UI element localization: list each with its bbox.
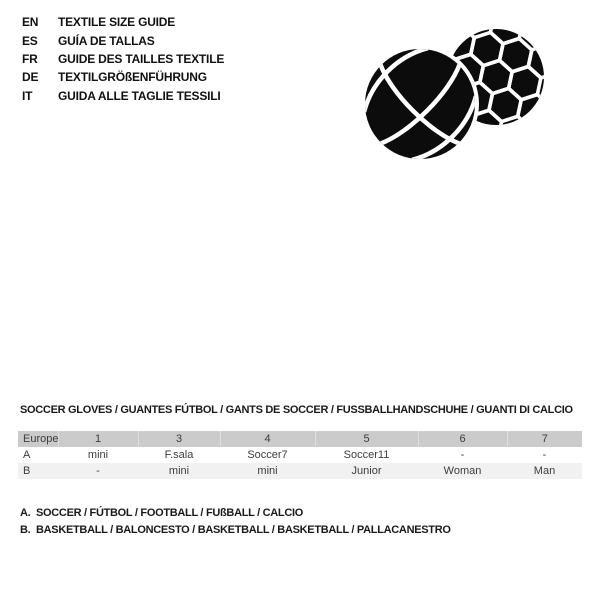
table-cell: -: [542, 449, 547, 461]
table-cell: mini: [168, 465, 190, 477]
table-cell: -: [460, 449, 465, 461]
header-cell-size: 4: [220, 431, 315, 447]
language-label: GUIDE DES TAILLES TEXTILE: [58, 51, 225, 66]
footnote-a: [20, 505, 451, 522]
language-row-es: [22, 31, 224, 49]
size-table-header-row: [18, 431, 582, 447]
table-row-b: [18, 463, 582, 479]
header-cell-size: 3: [138, 431, 220, 447]
language-code: IT: [22, 88, 33, 103]
language-code: ES: [22, 33, 38, 48]
footnote-text: BASKETBALL / BALONCESTO / BASKETBALL / BASKETBALL / PALLACANESTRO: [36, 523, 451, 536]
language-code: DE: [22, 70, 39, 85]
table-cell: Woman: [443, 465, 482, 477]
table-cell: mini: [87, 449, 109, 461]
footnote-key: B.: [20, 523, 31, 536]
language-row-it: [22, 87, 224, 105]
language-row-en: [22, 13, 224, 31]
table-cell: Soccer11: [343, 449, 390, 461]
table-cell: Man: [533, 465, 556, 477]
language-label: TEXTILE SIZE GUIDE: [58, 15, 176, 30]
size-table: [18, 431, 582, 479]
size-guide-title: SOCCER GLOVES / GUANTES FÚTBOL / GANTS DE SOCCER / FUSSBALLHANDSCHUHE / GUANTI DI CALCIO: [20, 404, 573, 416]
language-row-fr: [22, 50, 224, 68]
row-label: B: [23, 465, 31, 477]
table-cell: F.sala: [164, 449, 194, 461]
language-label: TEXTILGRÖßENFÜHRUNG: [58, 70, 207, 85]
language-label: GUIDA ALLE TAGLIE TESSILI: [58, 88, 221, 103]
table-cell: Junior: [351, 465, 382, 477]
balls-icon: [363, 20, 553, 170]
footnote-b: [20, 522, 451, 539]
language-label: GUÍA DE TALLAS: [58, 33, 155, 48]
header-cell-size: 6: [418, 431, 507, 447]
header-cell-region: Europe: [23, 433, 58, 445]
header-cell-size: 1: [58, 431, 138, 447]
table-cell: -: [96, 465, 100, 477]
table-row-a: [18, 447, 582, 463]
table-cell: mini: [257, 465, 278, 477]
language-code: EN: [22, 15, 39, 30]
table-cell: Soccer7: [247, 449, 288, 461]
header-cell-size: 7: [507, 431, 582, 447]
footnote-key: A.: [20, 507, 31, 520]
footnotes: [20, 505, 451, 538]
language-code: FR: [22, 51, 38, 66]
header-cell-size: 5: [315, 431, 418, 447]
language-row-de: [22, 68, 224, 86]
row-label: A: [23, 449, 31, 461]
language-list: [22, 13, 224, 105]
footnote-text: SOCCER / FÚTBOL / FOOTBALL / FUßBALL / CALCIO: [36, 507, 303, 520]
